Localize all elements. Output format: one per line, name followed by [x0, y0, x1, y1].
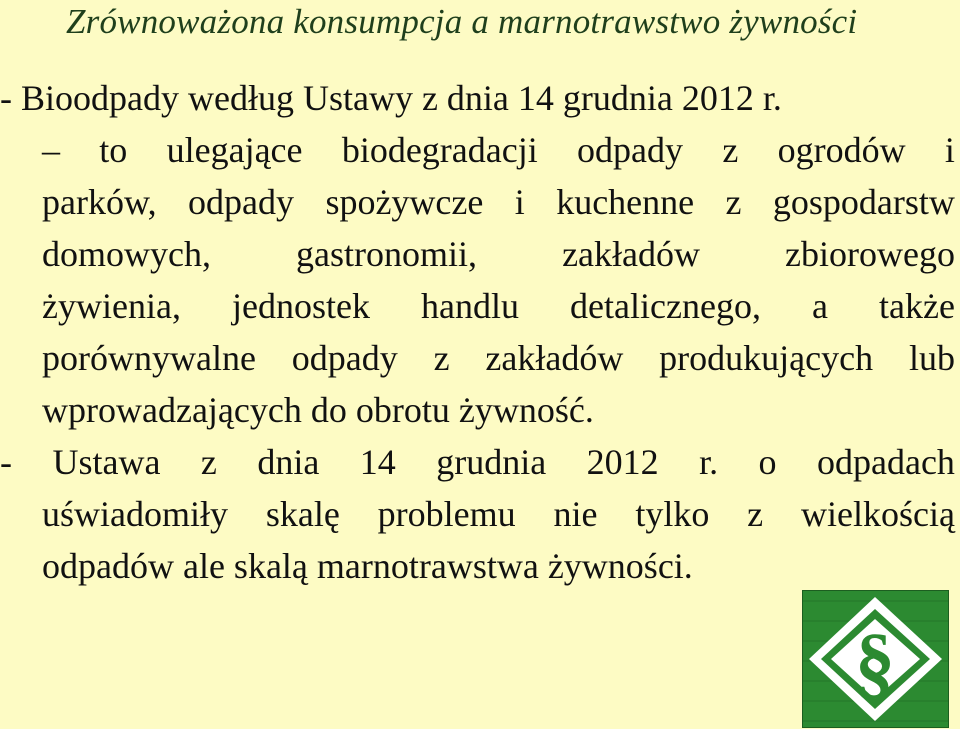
word: także: [879, 286, 955, 326]
word: ulegające: [166, 130, 303, 170]
word: odpady: [188, 182, 295, 222]
word: handlu: [421, 286, 519, 326]
word: i: [944, 130, 955, 170]
paragraph-line: [0, 436, 955, 488]
word: zakładów: [562, 234, 700, 274]
word: jednostek: [231, 286, 370, 326]
word: produkujących: [659, 338, 874, 378]
paragraph-line: wprowadzających do obrotu żywność.: [42, 390, 594, 430]
word: z: [747, 494, 764, 534]
paragraph-line: [0, 280, 955, 332]
paragraph-line: [0, 228, 955, 280]
word: wielkością: [801, 494, 955, 534]
paragraph-line: - Bioodpady według Ustawy z dnia 14 grudnia 2012 r.: [0, 78, 782, 118]
word: lub: [908, 338, 955, 378]
word: o: [758, 442, 777, 482]
word: grudnia: [436, 442, 547, 482]
paragraph-line: odpadów ale skalą marnotrawstwa żywności.: [42, 546, 693, 586]
slide-title: Zrównoważona konsumpcja a marnotrawstwo żywności: [66, 2, 858, 41]
word: odpady: [577, 130, 684, 170]
word: spożywcze: [325, 182, 484, 222]
word: domowych,: [42, 234, 211, 274]
paragraph-ustawa: [0, 436, 955, 592]
word: tylko: [635, 494, 710, 534]
paragraph-line: [0, 488, 955, 540]
word: problemu: [377, 494, 516, 534]
logo-symbol: §: [855, 619, 895, 707]
word: z: [725, 182, 742, 222]
paragraph-line: [0, 124, 955, 176]
word: i: [514, 182, 525, 222]
word: 2012: [586, 442, 659, 482]
word: zbiorowego: [785, 234, 955, 274]
word: to: [99, 130, 128, 170]
paragraph-line: [0, 332, 955, 384]
word: a: [812, 286, 828, 326]
paragraph-line: [0, 176, 955, 228]
word: gastronomii,: [296, 234, 478, 274]
word: z: [722, 130, 739, 170]
paragraph-law-icon: [802, 590, 949, 728]
word: Ustawa: [52, 442, 161, 482]
word: -: [0, 442, 12, 482]
word: zakładów: [485, 338, 624, 378]
word: kuchenne: [556, 182, 695, 222]
word: r.: [699, 442, 719, 482]
word: żywienia,: [42, 286, 181, 326]
word: odpady: [291, 338, 398, 378]
paragraph-law-icon-graphic: [803, 591, 948, 727]
word: –: [42, 130, 60, 170]
word: 14: [359, 442, 396, 482]
word: detalicznego,: [570, 286, 761, 326]
paragraph-bioodpady: [0, 72, 955, 436]
word: odpadach: [817, 442, 955, 482]
word: nie: [553, 494, 598, 534]
word: uświadomiły: [42, 494, 228, 534]
word: gospodarstw: [772, 182, 955, 222]
word: skalę: [265, 494, 340, 534]
word: porównywalne: [42, 338, 256, 378]
word: parków,: [42, 182, 157, 222]
word: biodegradacji: [341, 130, 538, 170]
word: ogrodów: [777, 130, 906, 170]
word: dnia: [257, 442, 320, 482]
word: z: [433, 338, 450, 378]
word: z: [200, 442, 217, 482]
